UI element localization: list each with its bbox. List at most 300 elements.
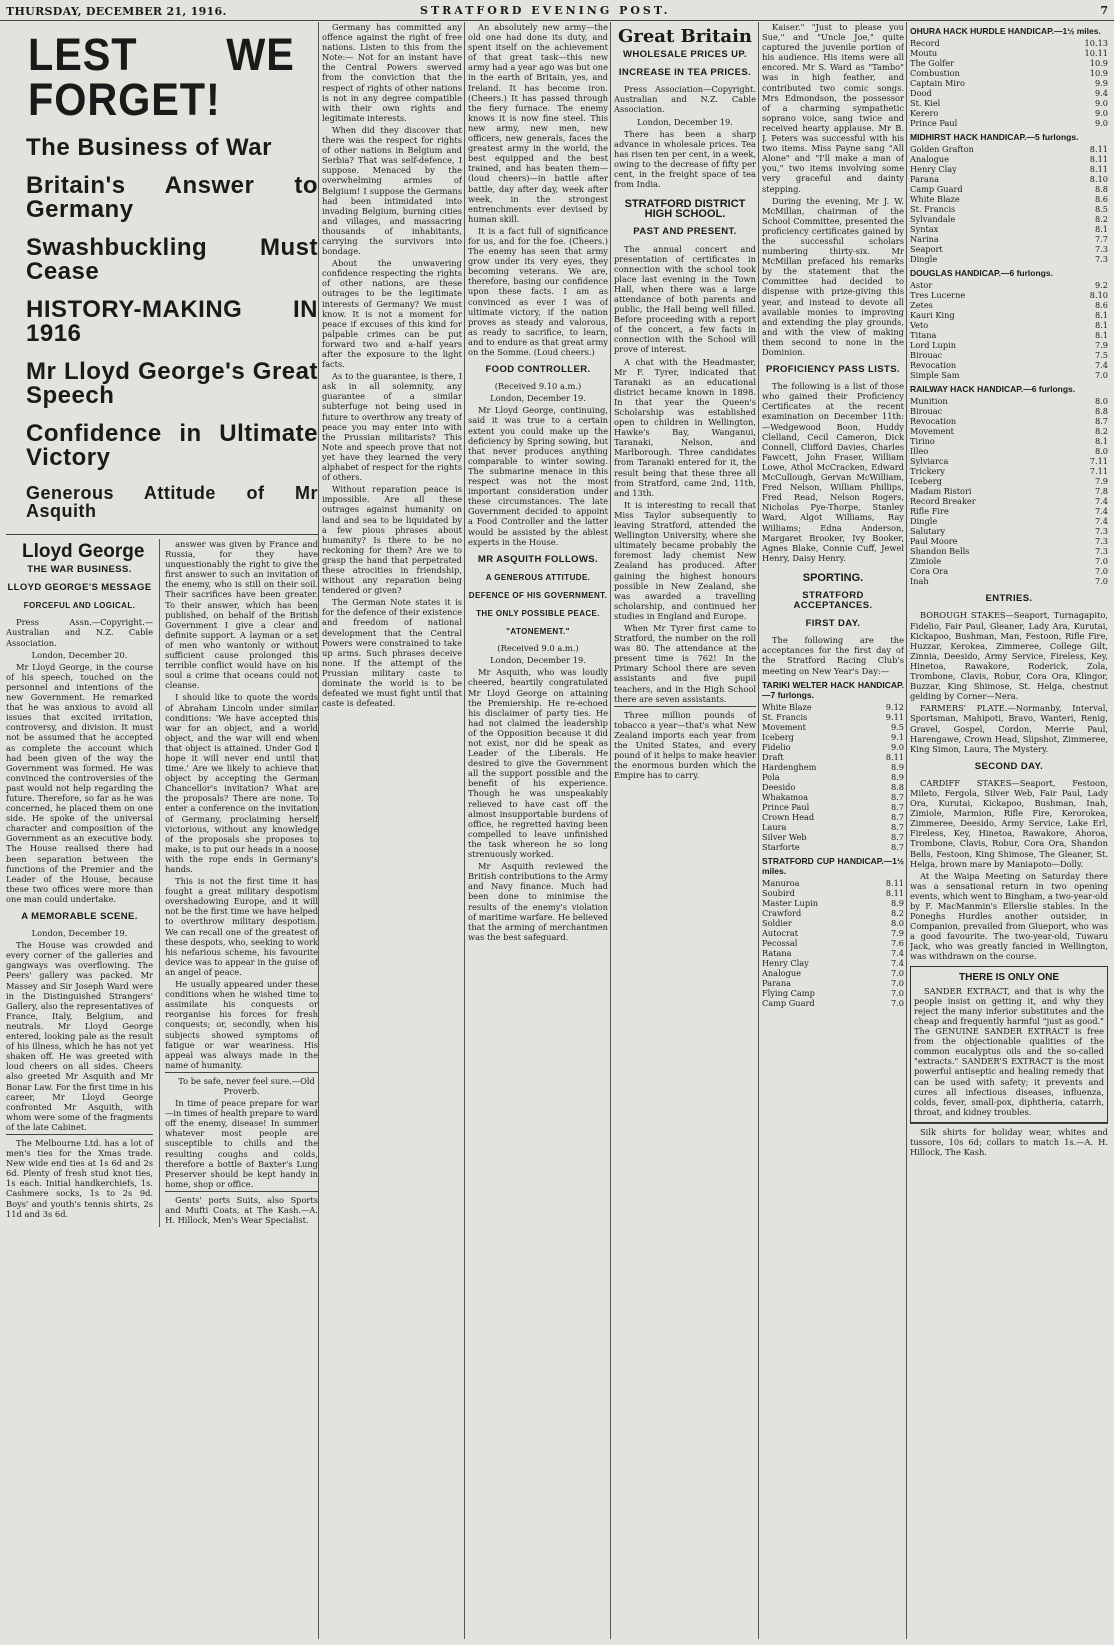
horse-name: Syntax (910, 224, 939, 235)
race-entry-row (762, 802, 904, 812)
section-generous: A GENEROUS ATTITUDE. (485, 572, 591, 582)
horse-name: Pola (762, 771, 780, 782)
horse-name: Laura (762, 821, 787, 832)
horse-weight: 8.11 (885, 751, 904, 762)
horse-weight: 7.5 (1094, 350, 1108, 361)
deck-2: Britain's Answer to Germany (26, 172, 318, 223)
race-entry-row (910, 536, 1108, 546)
horse-name: Sylviarca (910, 456, 949, 467)
received-time: (Received 9.0 a.m.) (497, 643, 579, 654)
horse-name: Astor (910, 280, 933, 291)
advert-melbourne: The Melbourne Ltd. has a lot of men's ties for the Xmas trade. New wide end ties at 1s 6d and 2s 6d. Plenty of fresh stud knot ties, 1s each. Initial handkerchiefs, 1s. Cashmere socks, 1s to 2s 9d. Boys' and youth's tennis shirts, 2s 11d and 3s 6d. (6, 1134, 153, 1219)
race-entry-row (910, 546, 1108, 556)
horse-weight: 7.9 (1094, 340, 1108, 351)
horse-weight: 7.0 (1094, 370, 1108, 381)
section-past-present: PAST AND PRESENT. (633, 226, 737, 238)
race-title: OHURA HACK HURDLE HANDICAP.—1½ miles. (910, 26, 1101, 36)
horse-weight: 8.1 (1094, 310, 1108, 321)
race-entry-row (910, 496, 1108, 506)
article-para: I should like to quote the words of Abraham Lincoln under similar conditions: 'We have accepted this war for an object, and a world object, and the war will end when that object is attained. Under God I hope it will never end until that time.' Are we likely to achieve that object by accepting the German Chancellor's invitation? What are the proposals? There are none. To enter a conference on the invitation of Germany, proclaiming herself victorious, without any knowledge of the proposals she proposes to make, is to put our heads in a noose with the rope ends in Germany's hands. (165, 692, 318, 874)
horse-weight: 9.0 (1094, 108, 1108, 119)
horse-name: Soubird (762, 888, 795, 898)
horse-weight: 8.7 (890, 801, 904, 812)
horse-weight: 9.0 (1094, 98, 1108, 109)
race-entry-row (762, 782, 904, 792)
horse-name: St. Francis (762, 711, 808, 722)
horse-weight: 10.9 (1089, 58, 1108, 69)
horse-name: Deesido (762, 781, 796, 792)
deck-7: Generous Attitude of Mr Asquith (26, 483, 318, 521)
article-para: At the Waipa Meeting on Saturday there was a sensational return in two opening events, which went to Bingham, a two-year-old by F. MacManmin's Ellerslie stables. In the Poneghs Hurdles another outsider, in Companion, prevailed from Glueport, who was a good favourite. The two-year-old, Tuwaru Jack, who was greatly fancied in Wellington, was withdrawn on the course. (910, 870, 1108, 962)
column-5 (614, 22, 756, 1639)
race-entry-row (762, 832, 904, 842)
section-wholesale: WHOLESALE PRICES UP. (623, 49, 747, 61)
horse-weight: 8.2 (1094, 214, 1108, 225)
section-second-day: SECOND DAY. (974, 760, 1044, 772)
horse-name: Paul Moore (910, 536, 958, 547)
race-entries-table (762, 878, 904, 1008)
horse-name: St. Kiel (910, 98, 941, 109)
article-para: There has been a sharp advance in wholesale prices. Tea has risen ten per cent, in a week, owing to the decrease of fifty per cent, in the freight space of tea from India. (614, 128, 756, 190)
race-entry-row (910, 360, 1108, 370)
article-para: When did they discover that there was the respect for rights of other nations in Belgium and Serbia? That was self-defence, I suppose. Menaced by the overwhelming armies of Belgium! I suppose the Germans had been intimidated into invading Belgium, burning cities and villages, and massacring thousands of inhabitants, carrying the survivors into bondage. (322, 124, 462, 257)
received-time: (Received 9.10 a.m.) (494, 381, 582, 392)
issue-date: THURSDAY, DECEMBER 21, 1916. (6, 5, 227, 18)
horse-weight: 9.0 (1094, 118, 1108, 129)
article-para: FARMERS' PLATE.—Normanby, Interval, Sportsman, Mahipoti, Bravo, Wanteri, Renig, Gravel, Gospel, Cordon, Merrie Paul, Harengawe, Crown Head, Slipshot, Zimmeree, King Simon, Laura, The Mystery. (910, 703, 1108, 754)
article-para: About the unwavering confidence respecting the rights of other nations, are these outrages to be the legitimate interests of Germany? We must know. It is not a moment for peace if excuses of this kind for palpable crimes can be put forward two and a-half years after the exposure to the light facts. (322, 258, 462, 370)
article-para: CARDIFF STAKES—Seaport, Festoon, Mileto, Fergola, Silver Web, Fair Paul, Lady Ora, Kurutai, Kickapoo, Bushman, Inah, Zimiole, Marmion, Rifle Fire, Kerorokea, Zimmeree, Deesido, Army Service, Lake Erl, Fireless, Key, Hinetoa, Rawakore, Ahoroa, Trombone, Clavis, Robur, Cora Ora, Shandon Bells, Festoon, King Shimose, The Gleaner, St. Helga, brown mare by Maniapoto—Dolly. (910, 777, 1108, 869)
race-entry-row (910, 224, 1108, 234)
horse-weight: 7.0 (890, 988, 904, 998)
section-atonement: "ATONEMENT." (506, 627, 570, 637)
horse-name: Captain Miro (910, 78, 965, 89)
horse-weight: 7.4 (890, 948, 904, 958)
horse-name: Tres Lucerne (910, 290, 966, 301)
column-6 (762, 22, 904, 1639)
headline: LEST WE FORGET! (28, 29, 295, 125)
horse-weight: 7.0 (890, 998, 904, 1008)
horse-name: Pecossal (762, 938, 798, 948)
article-para: Mr Lloyd George, in the course of his speech, touched on the personnel and intentions of the new Government. He remarked that he was anxious to avoid all issues that excited irritation, controversy, and division. It must not be assumed that he accepted as complete the account which had been given of the way the Government was formed. He was convinced the controversies of the past would not help regarding the future. Therefore, so far as he was concerned, he placed them on one side. He spoke of the universal character and composition of the Government as an executive body. The House realised there had been separation between the functions of the Premier and the Leader of the House, because these two offices were more than one man could undertake. (6, 661, 154, 904)
horse-weight: 8.10 (1089, 290, 1108, 301)
race-entry-row (762, 948, 904, 958)
section-message: LLOYD GEORGE'S MESSAGE (7, 582, 152, 594)
horse-name: Movement (910, 426, 954, 437)
horse-weight: 8.7 (1094, 416, 1108, 427)
column-rule (906, 22, 907, 1639)
horse-weight: 8.11 (885, 888, 904, 898)
race-entry-row (910, 436, 1108, 446)
proverb: To be safe, never feel sure.—Old Proverb. (165, 1072, 318, 1096)
page-number: 7 (1100, 4, 1108, 17)
section-peace: THE ONLY POSSIBLE PEACE. (476, 608, 600, 618)
horse-weight: 7.4 (1094, 360, 1108, 371)
deck-5: Mr Lloyd George's Great Speech (26, 358, 318, 409)
deck-6: Confidence in Ultimate Victory (26, 420, 318, 471)
race-entry-row (762, 732, 904, 742)
horse-name: Titana (910, 330, 937, 341)
column-rule (610, 22, 611, 1639)
horse-name: Parana (762, 978, 791, 988)
race-entry-row (910, 446, 1108, 456)
race-entries-table (762, 702, 904, 852)
article-para: It is interesting to recall that Miss Taylor subsequently to leaving Stratford, attended the Wellington University, where she ultimately became probably the foremost lady chemist New Zealand has produced. After gaining the highest honours possible in New Zealand, she was awarded a travelling scholarship, and continued her studies in England and Europe. (614, 499, 756, 621)
column-3 (322, 22, 462, 1639)
race-entry-row (762, 928, 904, 938)
horse-weight: 9.11 (885, 711, 904, 722)
horse-name: White Blaze (762, 701, 812, 712)
horse-name: Soldier (762, 918, 792, 928)
horse-weight: 7.8 (1094, 486, 1108, 497)
race-entries-table (910, 144, 1108, 264)
race-entry-row (762, 822, 904, 832)
paper-title: STRATFORD EVENING POST. (420, 4, 671, 17)
race-entry-row (910, 174, 1108, 184)
horse-weight: 7.0 (890, 968, 904, 978)
horse-weight: 7.3 (1094, 536, 1108, 547)
advert-title: THERE IS ONLY ONE (958, 971, 1060, 983)
horse-weight: 8.0 (1094, 396, 1108, 407)
race-entry-row (910, 280, 1108, 290)
horse-weight: 8.2 (890, 908, 904, 918)
article-para: This is not the first time it has fought a great military despotism overshadowing Europe, and it will not be the first time we have helped to overthrow military despotism. We can recall one of the greatest of these despots, who, seeking to work his nefarious scheme, his favourite device was to appear in the guise of an angel of peace. (165, 876, 318, 977)
column-rule (318, 22, 319, 1639)
race-entry-row (910, 38, 1108, 48)
horse-weight: 8.9 (890, 761, 904, 772)
article-para: The House was crowded and every corner of the galleries and gangways was overflowing. The Peers' gallery was packed. Mr Massey and Sir Joseph Ward were in the Distinguished Strangers' Gallery, also the representatives of France, Italy, Belgium, and neutrals. Mr Lloyd George entered, looking pale as the result of his illness, which he has not yet shaken off. He was greeted with loud cheers on all sides. Cheers also greeted Mr Asquith and Mr Bonar Law. For the first time in his career, Mr Lloyd George confronted Mr Asquith, with whom were some of the fragments of the late Cabinet. (6, 940, 154, 1132)
horse-name: Dood (910, 88, 932, 99)
horse-name: White Blaze (910, 194, 960, 205)
race-entry-row (762, 842, 904, 852)
race-entry-row (762, 762, 904, 772)
advert-lung-preserver: In time of peace prepare for war—in times of health prepare to ward off the enemy, disease! In summer whatever most people are susceptible to chills and the resulting coughs and colds, therefore a bottle of Baxter's Lung Preserver should be kept handy in home, shop or office. (165, 1098, 318, 1189)
horse-name: Iceberg (910, 476, 942, 487)
horse-weight: 8.7 (890, 831, 904, 842)
race-entry-row (762, 812, 904, 822)
race-entry-row (762, 918, 904, 928)
horse-name: Movement (762, 721, 806, 732)
race-entry-row (762, 968, 904, 978)
horse-weight: 9.12 (885, 701, 904, 712)
horse-weight: 9.9 (1094, 78, 1108, 89)
horse-weight: 8.7 (890, 841, 904, 852)
dateline: London, December 19. (31, 928, 128, 939)
horse-name: Sylvandale (910, 214, 956, 225)
advert-kash: Gents' ports Suits, also Sports and Mufti Coats, at The Kash.—A. H. Hillock, Men's Wear Specialist. (165, 1191, 318, 1225)
race-entry-row (910, 88, 1108, 98)
horse-name: St. Francis (910, 204, 956, 215)
horse-name: Autocrat (762, 928, 799, 938)
horse-weight: 8.0 (1094, 446, 1108, 457)
race-entry-row (910, 68, 1108, 78)
article-para: It is a fact full of significance for us, and for the foe. (Cheers.) The enemy has seen that army grow under its very eyes, they becoming veterans. We are, therefore, basing our confidence upon these facts. I am as convinced as ever I was of ultimate victory, if the nation proves as steady and valorous, as ready to sacrifice, to learn, and to endure as that great army on the Somme. (Loud cheers.) (468, 225, 608, 357)
race-entry-row (762, 988, 904, 998)
horse-weight: 7.4 (1094, 516, 1108, 527)
horse-name: Combustion (910, 68, 960, 79)
horse-weight: 8.7 (890, 791, 904, 802)
horse-name: Master Lupin (762, 898, 818, 908)
article-para: Mr Lloyd George, continuing, said it was true to a certain extent you could make up the deficiency by Spring sowing, but that never produces anything comparable to winter sowing. The submarine menace in this respect was not the most important consideration under these circumstances. The late Government decided to appoint a Food Controller and the latter would be assisted by the ablest experts in the House. (468, 405, 608, 547)
horse-weight: 8.11 (1089, 164, 1108, 175)
horse-name: Draft (762, 751, 784, 762)
article-para: The following are the acceptances for the first day of the Stratford Racing Club's meeting on New Year's Day:— (762, 635, 904, 676)
race-entry-row (910, 58, 1108, 68)
dateline: London, December 19. (490, 655, 586, 666)
horse-weight: 7.9 (1094, 476, 1108, 487)
horse-name: Trickery (910, 466, 945, 477)
horse-weight: 9.2 (1094, 280, 1108, 291)
race-entry-row (762, 908, 904, 918)
race-entry-row (910, 290, 1108, 300)
race-entry-row (910, 340, 1108, 350)
horse-name: Camp Guard (762, 998, 815, 1008)
race-entry-row (762, 742, 904, 752)
section-food-controller: FOOD CONTROLLER. (485, 364, 591, 376)
section-memorable-scene: A MEMORABLE SCENE. (21, 911, 138, 922)
horse-name: Prince Paul (910, 118, 958, 129)
article-para: Germany has committed any offence against the right of free nations. Listen to this from the Note:— Not for an instant have the Central Powers swerved from the conviction that the respect of rights of other nations is not in any degree compatible with their own rights and legitimate interests. (322, 22, 462, 123)
horse-name: Revocation (910, 416, 957, 427)
article-para: BOROUGH STAKES—Seaport, Turnagapito, Fidelio, Fair Paul, Gleaner, Lady Ara, Kurutai, Kickapoo, Bushman, Man, Festoon, Rifle Fire, Huzzar, Kerokea, Zimmeree, College Gilt, Zinnia, Deesido, Army Service, Fireless, Key, Hinetoa, Rawakore, Roderick, Zola, Trombone, Clavis, Robur, Cora Ora, Klingor, Buzzar, King Shimose, St. Helga, chestnut gelding by Corner—Nera. (910, 610, 1108, 702)
section-sporting: SPORTING. (802, 571, 864, 584)
horse-weight: 9.4 (1094, 88, 1108, 99)
deck-1: The Business of War (26, 134, 272, 161)
horse-name: Shandon Bells (910, 546, 970, 557)
horse-weight: 7.3 (1094, 526, 1108, 537)
horse-name: Ratana (762, 948, 792, 958)
section-proficiency: PROFICIENCY PASS LISTS. (766, 364, 900, 376)
deck-4: HISTORY-MAKING IN 1916 (26, 296, 318, 347)
horse-weight: 8.10 (1089, 174, 1108, 185)
race-entry-row (910, 396, 1108, 406)
race-entry-row (910, 108, 1108, 118)
race-entry-row (910, 330, 1108, 340)
horse-weight: 8.6 (1094, 300, 1108, 311)
horse-name: Moutu (910, 48, 938, 59)
race-entry-row (910, 370, 1108, 380)
section-acceptances: STRATFORD ACCEPTANCES. (793, 589, 873, 612)
column-1 (6, 22, 318, 1639)
race-entry-row (910, 204, 1108, 214)
article-para: The following is a list of those who gained their Proficiency Certificates at the recent examination on December 11th:—Wedgewood Boon, Huddy Clelland, Cecil Cameron, Dick Connell, Clifford Davies, Charles Fawcett, John Fraser, William Lowe, Athol McCracken, Edward McCullough, Gervan McWilliam, Fred Nelson, William Phillips, Fred Read, Nelson Rogers, Nicholas Pye-Thorpe, Stanley Ward, Algot Williams, Ray Williams; Edna Anderson, Margaret Brooker, Ivy Booker, Agnes Blake, Connie Cuff, Jewel Henry, Daisy Henry. (762, 381, 904, 563)
section-forceful: FORCEFUL AND LOGICAL. (23, 601, 136, 611)
horse-weight: 7.0 (1094, 556, 1108, 567)
horse-weight: 8.1 (1094, 436, 1108, 447)
horse-weight: 8.1 (1094, 224, 1108, 235)
race-entry-row (910, 416, 1108, 426)
race-entry-row (910, 320, 1108, 330)
race-title: STRATFORD CUP HANDICAP.—1½ miles. (762, 855, 904, 876)
race-entry-row (762, 792, 904, 802)
horse-name: Starforte (762, 841, 800, 852)
race-entry-row (910, 48, 1108, 58)
horse-name: Seaport (910, 244, 943, 255)
horse-name: Inah (910, 576, 929, 587)
horse-weight: 7.4 (1094, 496, 1108, 507)
race-entry-row (910, 234, 1108, 244)
horse-weight: 7.3 (1094, 546, 1108, 557)
column-rule (758, 22, 759, 1639)
article-para: An absolutely new army—the old one had done its duty, and spent itself on the achievement of that great task—this new army had a year ago was but one in the earth of Britain, yes, and Ireland. It has become iron. (Cheers.) It has passed through the fiery furnace. The enemy knows it is now fine steel. This new army, new men, new officers, new generals, faces the greatest army in the world, the best equipped and the best trained, and has beaten them—(loud cheers)—in battle after battle, day after day, week after week, in the strongest entrenchments ever devised by human skill. (468, 22, 608, 224)
section-lloyd-george: Lloyd George (22, 541, 145, 562)
press-credit: Press Assn.—Copyright.—Australian and N.Z. Cable Association. (6, 617, 154, 648)
horse-name: Rifle Fire (910, 506, 949, 517)
horse-weight: 7.11 (1089, 456, 1108, 467)
horse-name: Camp Guard (910, 184, 963, 195)
horse-name: Tirino (910, 436, 935, 447)
horse-weight: 8.1 (1094, 330, 1108, 341)
advert-text: SANDER EXTRACT, and that is why the people insist on getting it, and why they reject the many inferior substitutes and the cheap and frequently harmful "just as good." The GENUINE SANDER EXTRACT is free from the objectionable qualities of the common eucalyptus oils and the so-called "extracts." SANDER'S EXTRACT is the most powerful antiseptic and healing remedy that can be used with safety; it prevents and cures all infectious diseases, influenza, colds, fever, small-pox, diphtheria, catarrh, throat, and kidney troubles. (914, 985, 1104, 1117)
race-entry-row (910, 244, 1108, 254)
race-entry-row (910, 254, 1108, 264)
column-rule (464, 22, 465, 1639)
horse-name: Madam Ristori (910, 486, 972, 497)
race-title: DOUGLAS HANDICAP.—6 furlongs. (910, 268, 1053, 279)
horse-weight: 7.7 (1094, 234, 1108, 245)
horse-weight: 8.11 (885, 878, 904, 888)
section-great-britain: Great Britain (618, 26, 752, 47)
section-war-business: THE WAR BUSINESS. (27, 564, 132, 576)
race-entry-row (762, 998, 904, 1008)
horse-name: Parana (910, 174, 939, 185)
horse-name: Zetes (910, 300, 933, 311)
horse-name: Flying Camp (762, 988, 815, 998)
article-para: Mr Asquith, who was loudly cheered, heartily congratulated Mr Lloyd George on attaining the Premiership. He re-echoed his disclaimer of party ties. He had not claimed the leadership of the Opposition because it did not exist, nor did he speak as Leader of the Liberals. He desired to give the Government all the support possible and the benefit of his experience. Though he was unspeakably relieved to have cast off the almost insupportable burdens of office, he regretted having been compelled to leave unfinished the task whereon he so long strenuously worked. (468, 667, 608, 860)
advert-silk-shirts: Silk shirts for holiday wear, whites and tussore, 10s 6d; collars to match 1s.—A. H. Hillock, The Kash. (910, 1123, 1108, 1157)
race-entry-row (910, 486, 1108, 496)
article-para: Without reparation peace is impossible. Are all these outrages against humanity on land and sea to be liquidated by a few pious phrases about humanity? Is there to be no reckoning for them? Are we to grasp the hand that perpetrated these atrocities in friendship, without any reparation being tendered or given? (322, 484, 462, 596)
horse-weight: 8.1 (1094, 320, 1108, 331)
race-entry-row (910, 118, 1108, 128)
press-credit: Press Association—Copyright. Australian and N.Z. Cable Association. (614, 84, 756, 115)
race-entry-row (910, 164, 1108, 174)
advert-sander-extract (910, 966, 1108, 1123)
advert-tobacco: Three million pounds of tobacco a year—that's what New Zealand imports each year from the United States, and every pound of it helps to make heavier the enormous burden which the Empire has to carry. (614, 706, 756, 781)
race-title: TARIKI WELTER HACK HANDICAP.—7 furlongs. (762, 679, 904, 700)
article-para: When Mr Tyrer first came to Stratford, the number on the roll was 80. The attendance at the present time is 762! In the Primary School there are seven assistants and five pupil teachers, and in the High School there are seven assistants. (614, 622, 756, 704)
horse-name: Dingle (910, 254, 938, 265)
column-4 (468, 22, 608, 1639)
article-para: A chat with the Headmaster, Mr F. Tyrer, indicated that Taranaki as an educational district became known in 1898. In that year the Queen's Scholarship was established open to children in Wellington, Hawke's Bay, Wanganui, Taranaki, Nelson, and Marlborough. Three candidates from Taranaki entered for it, the result being that these three all from Stratford, came 2nd, 11th, and 13th. (614, 356, 756, 498)
race-entry-row (910, 214, 1108, 224)
horse-weight: 9.0 (890, 741, 904, 752)
section-first-day: FIRST DAY. (805, 618, 861, 630)
race-title: RAILWAY HACK HANDICAP.—6 furlongs. (910, 384, 1076, 395)
article-para: answer was given by France and Russia, for they have unquestionably the right to give the first answer to such an invitation of the enemy, who is still on their soil. Their sacrifices have been greater. To their answer, which has been published, on behalf of the British Government I give a clear and definite support. A layman or a set of men who wantonly or without sufficient cause prolonged this terrible conflict would have on his soul a crime that oceans could not cleanse. (165, 539, 318, 691)
horse-name: Manuroa (762, 878, 800, 888)
race-entry-row (762, 878, 904, 888)
horse-name: Whakamoa (762, 791, 808, 802)
horse-name: Kerero (910, 108, 939, 119)
horse-weight: 8.8 (1094, 406, 1108, 417)
horse-weight: 10.13 (1084, 38, 1108, 49)
horse-weight: 8.8 (890, 781, 904, 792)
horse-weight: 7.0 (890, 978, 904, 988)
race-entry-row (910, 556, 1108, 566)
horse-name: Kauri King (910, 310, 955, 321)
horse-weight: 10.9 (1089, 68, 1108, 79)
horse-name: Revocation (910, 360, 957, 371)
horse-weight: 9.1 (890, 731, 904, 742)
section-entries: ENTRIES. (985, 593, 1033, 605)
race-entry-row (910, 98, 1108, 108)
race-entry-row (910, 506, 1108, 516)
race-entry-row (910, 300, 1108, 310)
section-tea: INCREASE IN TEA PRICES. (618, 67, 752, 79)
race-entry-row (762, 722, 904, 732)
horse-name: Hardenghem (762, 761, 817, 772)
horse-weight: 10.11 (1084, 48, 1108, 59)
horse-name: Analogue (762, 968, 801, 978)
race-entry-row (910, 406, 1108, 416)
horse-weight: 8.2 (1094, 426, 1108, 437)
race-entry-row (762, 938, 904, 948)
horse-name: Munition (910, 396, 948, 407)
horse-weight: 7.0 (1094, 576, 1108, 587)
race-entry-row (910, 566, 1108, 576)
race-entries-table (910, 396, 1108, 586)
article-para: Kaiser." "Just to please you Sue," and "Uncle Joe," quite captured the juvenile portion of his audience. His items were all encored. Mr S. Ward as "Tambo" was in high feather, and contributed two comic songs. Mrs Edmondson, the possessor of a charming sympathetic soprano voice, sang twice and received hearty applause. Mr B. J. Peters was successful with his two items. Miss Payne sang "All Alone" and "I'll make a man of you," two items involving some very graceful and dainty stepping. (762, 22, 904, 194)
horse-weight: 8.11 (1089, 144, 1108, 155)
horse-name: Cora Ora (910, 566, 949, 577)
section-high-school: STRATFORD DISTRICT HIGH SCHOOL. (624, 198, 746, 221)
horse-name: Zimiole (910, 556, 942, 567)
horse-name: Lord Lupin (910, 340, 956, 351)
race-entry-row (910, 516, 1108, 526)
race-entry-row (910, 426, 1108, 436)
horse-weight: 8.7 (890, 811, 904, 822)
race-entry-row (910, 466, 1108, 476)
race-entry-row (762, 772, 904, 782)
horse-weight: 8.5 (1094, 204, 1108, 215)
horse-weight: 8.9 (890, 771, 904, 782)
race-entry-row (910, 576, 1108, 586)
horse-weight: 8.0 (890, 918, 904, 928)
article-para: The annual concert and presentation of certificates in connection with the school took place last evening in the Town Hall, when there was a large attendance of both parents and public, the Hall being well filled. Before proceeding with a report of the concert, a few facts in connection with the School will prove of interest. (614, 243, 756, 355)
horse-weight: 8.6 (1094, 194, 1108, 205)
horse-name: Prince Paul (762, 801, 810, 812)
horse-name: Golden Grafton (910, 144, 974, 155)
horse-weight: 7.9 (890, 928, 904, 938)
horse-name: Simple Sam (910, 370, 960, 381)
horse-name: Henry Clay (910, 164, 957, 175)
article-para: During the evening, Mr J. W. McMillan, chairman of the School Committee, presented the proficiency certificates gained by the successful scholars numbering thirty-six. Mr McMillan prefaced his remarks by the statement that the Committee had decided to dispense with prize-giving this year, and instead to devote all available monies to improving and extending the play grounds, and with the view of making them second to none in the Dominion. (762, 195, 904, 357)
horse-name: Fidelio (762, 741, 791, 752)
race-entry-row (910, 310, 1108, 320)
column-7 (910, 22, 1108, 1639)
section-asquith: MR ASQUITH FOLLOWS. (477, 553, 599, 565)
horse-name: Dingle (910, 516, 938, 527)
race-entry-row (910, 350, 1108, 360)
horse-name: Birouac (910, 406, 943, 417)
article-para: Mr Asquith reviewed the British contributions to the Army and Navy finance. Much had been done to minimise the results of the enemy's violation of maritime warfare. He believed that the arming of merchantmen was the best safeguard. (468, 861, 608, 942)
race-entry-row (762, 752, 904, 762)
race-entry-row (762, 898, 904, 908)
article-para: As to the guarantee, is there, I ask in all solemnity, any guarantee of a similar subterfuge not being used in future to overthrow any treaty of peace you may enter into with the Prussian militarists? This Note and speech prove that not yet have they learned the very alphabet of respect for the rights of others. (322, 371, 462, 483)
article-para: He usually appeared under these conditions when he wished time to assimilate his conquests or reorganise his forces for fresh conquests; or, secondly, when his subjects showed symptoms of fatigue or war weariness. His appeal was always made in the name of humanity. (165, 979, 318, 1070)
horse-name: Salutary (910, 526, 946, 537)
horse-weight: 7.3 (1094, 244, 1108, 255)
horse-weight: 8.7 (890, 821, 904, 832)
horse-name: The Golfer (910, 58, 955, 69)
horse-weight: 8.8 (1094, 184, 1108, 195)
horse-weight: 8.9 (890, 898, 904, 908)
race-entry-row (910, 456, 1108, 466)
race-entry-row (910, 184, 1108, 194)
horse-weight: 8.11 (1089, 154, 1108, 165)
article-para: The German Note states it is for the defence of their existence and freedom of national development that the Central Powers were constrained to take up arms. Such phrases deceive none. If the attempt of the Prussian military caste to dominate the world is to be defeated we must fight until that caste is defeated. (322, 597, 462, 709)
